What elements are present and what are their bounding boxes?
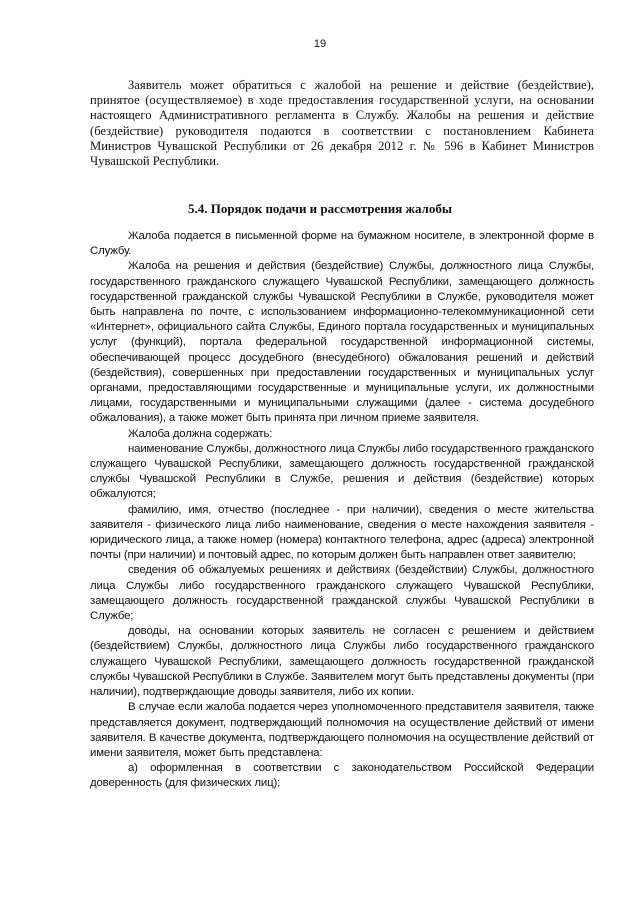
section-body: [90, 229, 594, 792]
paragraph: Жалоба должна содержать:: [128, 427, 273, 440]
paragraph: а) оформленная в соответствии с законодательством Российской Федерации доверенность (для физических лиц);: [90, 762, 594, 790]
paragraph: Жалоба подается в письменной форме на бумажном носителе, в электронной форме в Службу.: [90, 230, 594, 258]
paragraph: сведения об обжалуемых решениях и действиях (бездействии) Службы, должностного лица Службы либо государственного гражданского служащего Чувашской Республики, замещающего должность государственной гражданской службы Чувашской Республики в Службе;: [90, 564, 594, 623]
intro-paragraph-block: [90, 78, 594, 169]
paragraph: В случае если жалоба подается через уполномоченного представителя заявителя, также представляется документ, подтверждающий полномочия на осуществление действий от имени заявителя. В качестве документа, подтверждающего полномочия на осуществление действий от имени заявителя, может быть представлена:: [90, 701, 594, 759]
paragraph: фамилию, имя, отчество (последнее - при наличии), сведения о месте жительства заявителя - физического лица либо наименование, сведения о месте нахождения заявителя - юридического лица, а также номер (номера) контактного телефона, адрес (адреса) электронной почты (при наличии) и почтовый адрес, по которым должен быть направлен ответ заявителю;: [90, 503, 594, 562]
paragraph: Жалоба на решения и действия (бездействие) Службы, должностного лица Службы, государственного гражданского служащего Чувашской Республики, замещающего должность государственной гражданской службы Чувашской Республики в Службе, руководителя может быть направлена по почте, с использованием информационно-телекоммуникационной сети «Интернет», официального сайта Службы, Единого портала государственных и муниципальных услуг (функций), портала федеральной государственной информационной системы, обеспечивающей процесс досудебного (внесудебного) обжалования решений и действий (бездействия), совершенных при предоставлении государственных и муниципальных услуг органами, предоставляющими государственные и муниципальные услуги, их должностными лицами, государственными и муниципальными служащими (далее - система досудебного обжалования), а также может быть принята при личном приеме заявителя.: [90, 260, 594, 425]
section-heading: 5.4. Порядок подачи и рассмотрения жалобы: [188, 201, 452, 216]
paragraph: наименование Службы, должностного лица Службы либо государственного гражданского служащего Чувашской Республики, замещающего должность государственной гражданской службы Чувашской Республики в Службе, решения и действия (бездействие) которых обжалуются;: [90, 442, 594, 501]
page-number: 19: [313, 38, 327, 50]
intro-paragraph: Заявитель может обратиться с жалобой на решение и действие (бездействие), принятое (осуществляемое) в ходе предоставления государственной услуги, на основании настоящего Административного регламента в Службу. Жалобы на решения и действие (бездействие) руководителя подаются в соответствии с постановлением Кабинета Министров Чувашской Республики от 26 декабря 2012 г. № 596 в Кабинет Министров Чувашской Республики.: [90, 78, 594, 169]
paragraph: доводы, на основании которых заявитель не согласен с решением и действием (бездействием) Службы, должностного лица Службы либо государственного гражданского служащего Чувашской Республики, замещающего должность государственной гражданской службы Чувашской Республики в Службе. Заявителем могут быть представлены документы (при наличии), подтверждающие доводы заявителя, либо их копии.: [90, 625, 594, 699]
